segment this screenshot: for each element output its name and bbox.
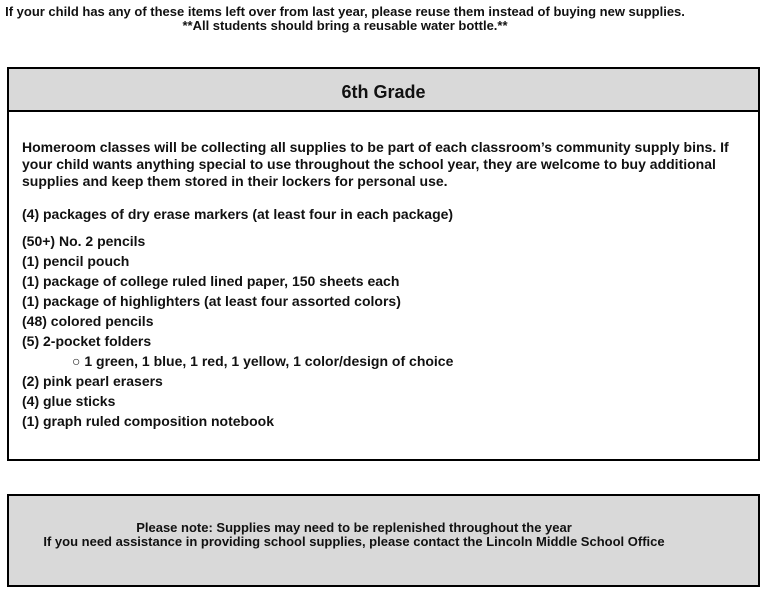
assistance-note-box xyxy=(7,494,760,587)
supply-item: (48) colored pencils xyxy=(22,313,154,329)
replenish-note: Please note: Supplies may need to be replenished throughout the year xyxy=(136,520,572,535)
supply-item: (1) package of college ruled lined paper, 150 sheets each xyxy=(22,273,400,289)
grade-supply-box xyxy=(7,67,760,461)
supply-item: (2) pink pearl erasers xyxy=(22,373,163,389)
supply-item: (1) graph ruled composition notebook xyxy=(22,413,274,429)
grade-title: 6th Grade xyxy=(9,69,758,112)
supply-item: (4) packages of dry erase markers (at least four in each package) xyxy=(22,206,454,222)
supply-item: (50+) No. 2 pencils xyxy=(22,233,146,249)
contact-office-note: If you need assistance in providing school supplies, please contact the Lincoln Middle School Office xyxy=(43,534,665,549)
reuse-supplies-text: If your child has any of these items left over from last year, please reuse them instead of buying new supplies. xyxy=(5,4,685,19)
supply-item: (5) 2-pocket folders xyxy=(22,333,152,349)
supply-list xyxy=(22,231,744,431)
water-bottle-text: **All students should bring a reusable water bottle.** xyxy=(182,18,508,33)
grade-body xyxy=(9,112,758,431)
supply-item: (1) package of highlighters (at least four assorted colors) xyxy=(22,293,401,309)
assistance-note xyxy=(9,521,699,549)
supply-item: (4) glue sticks xyxy=(22,393,116,409)
supply-item: (1) pencil pouch xyxy=(22,253,130,269)
homeroom-description: Homeroom classes will be collecting all supplies to be part of each classroom’s community supply bins. If your child wants anything special to use throughout the school year, they are welcome to buy additional supplies and keep them stored in their lockers for personal use. xyxy=(22,139,729,189)
intro-notice xyxy=(0,5,690,33)
folder-colors-subitem: ○ 1 green, 1 blue, 1 red, 1 yellow, 1 color/design of choice xyxy=(72,353,454,369)
